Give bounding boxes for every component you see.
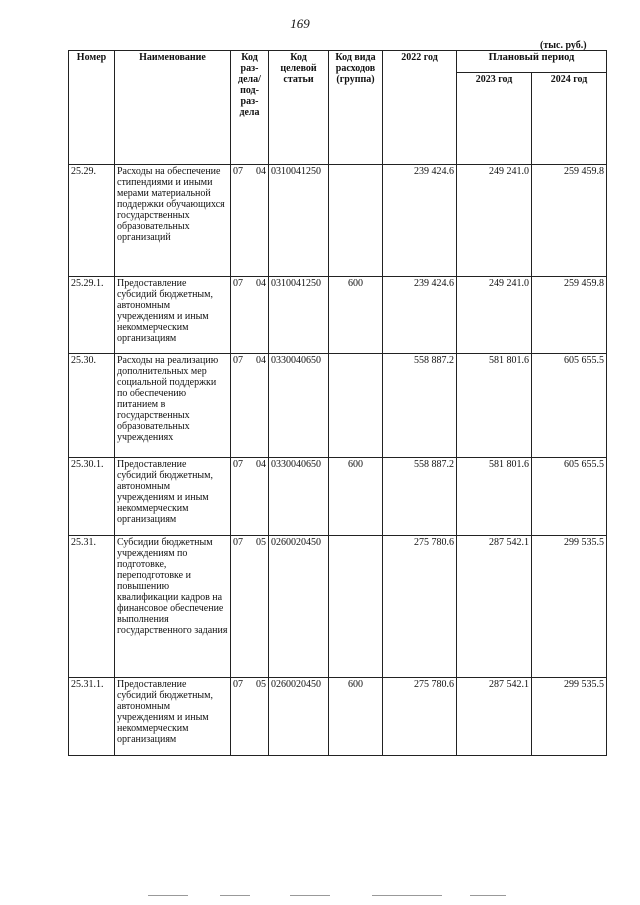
row-2023: 287 542.1	[457, 678, 532, 756]
section-code: 07	[233, 278, 243, 289]
row-number: 25.30.1.	[69, 458, 115, 536]
row-2022: 275 780.6	[383, 678, 457, 756]
row-2022: 275 780.6	[383, 536, 457, 678]
row-2024: 299 535.5	[532, 536, 607, 678]
table-row	[69, 354, 607, 458]
row-2023: 249 241.0	[457, 277, 532, 354]
row-expense-group: 600	[329, 277, 383, 354]
table-row	[69, 536, 607, 678]
page-number: 169	[290, 16, 310, 31]
row-2022: 558 887.2	[383, 458, 457, 536]
row-target-code: 0310041250	[269, 165, 329, 277]
row-section-code	[231, 536, 269, 678]
row-target-code: 0330040650	[269, 354, 329, 458]
row-number: 25.29.	[69, 165, 115, 277]
subsection-code: 04	[256, 355, 266, 366]
subsection-code: 04	[256, 278, 266, 289]
row-2024: 259 459.8	[532, 165, 607, 277]
row-2023: 581 801.6	[457, 354, 532, 458]
row-name: Предоставление субсидий бюджетным, автономным учреждениям и иным некоммерческим организациям	[115, 458, 231, 536]
row-section-code	[231, 354, 269, 458]
row-2022: 558 887.2	[383, 354, 457, 458]
row-expense-group	[329, 536, 383, 678]
header-target: Код целевой статьи	[269, 51, 329, 165]
unit-note: (тыс. руб.)	[540, 40, 587, 51]
row-expense-group	[329, 354, 383, 458]
row-section-code	[231, 165, 269, 277]
row-section-code	[231, 458, 269, 536]
header-section: Код раз-дела/ под-раз-дела	[231, 51, 269, 165]
header-2024: 2024 год	[532, 73, 607, 165]
row-2022: 239 424.6	[383, 277, 457, 354]
scan-artifact-line	[290, 895, 330, 896]
scan-artifact-line	[372, 895, 442, 896]
row-2022: 239 424.6	[383, 165, 457, 277]
subsection-code: 05	[256, 537, 266, 548]
header-2022: 2022 год	[383, 51, 457, 165]
budget-table	[68, 50, 607, 756]
row-2024: 605 655.5	[532, 354, 607, 458]
scan-artifact-line	[148, 895, 188, 896]
header-number: Номер	[69, 51, 115, 165]
subsection-code: 04	[256, 459, 266, 470]
scan-artifact-line	[220, 895, 250, 896]
header-2023: 2023 год	[457, 73, 532, 165]
row-number: 25.29.1.	[69, 277, 115, 354]
header-planned: Плановый период	[457, 51, 607, 73]
table-row	[69, 458, 607, 536]
section-code: 07	[233, 459, 243, 470]
row-target-code: 0260020450	[269, 536, 329, 678]
row-2023: 249 241.0	[457, 165, 532, 277]
row-number: 25.31.1.	[69, 678, 115, 756]
subsection-code: 05	[256, 679, 266, 690]
row-2024: 605 655.5	[532, 458, 607, 536]
row-2024: 259 459.8	[532, 277, 607, 354]
row-expense-group: 600	[329, 678, 383, 756]
header-name: Наименование	[115, 51, 231, 165]
row-target-code: 0260020450	[269, 678, 329, 756]
row-name: Предоставление субсидий бюджетным, автономным учреждениям и иным некоммерческим организациям	[115, 678, 231, 756]
section-code: 07	[233, 166, 243, 177]
subsection-code: 04	[256, 166, 266, 177]
section-code: 07	[233, 679, 243, 690]
row-target-code: 0330040650	[269, 458, 329, 536]
row-name: Предоставление субсидий бюджетным, автономным учреждениям и иным некоммерческим организациям	[115, 277, 231, 354]
row-section-code	[231, 277, 269, 354]
row-section-code	[231, 678, 269, 756]
row-expense-group: 600	[329, 458, 383, 536]
row-number: 25.30.	[69, 354, 115, 458]
section-code: 07	[233, 537, 243, 548]
row-name: Субсидии бюджетным учреждениям по подготовке, переподготовке и повышению квалификации кадров на финансовое обеспечение выполнения государственного задания	[115, 536, 231, 678]
header-expense: Код вида расходов (группа)	[329, 51, 383, 165]
row-name: Расходы на реализацию дополнительных мер социальной поддержки по обеспечению питанием в государственных образовательных учреждениях	[115, 354, 231, 458]
section-code: 07	[233, 355, 243, 366]
row-2024: 299 535.5	[532, 678, 607, 756]
row-2023: 581 801.6	[457, 458, 532, 536]
row-2023: 287 542.1	[457, 536, 532, 678]
scan-artifact-line	[470, 895, 506, 896]
row-target-code: 0310041250	[269, 277, 329, 354]
table-row	[69, 678, 607, 756]
table-row	[69, 277, 607, 354]
table-row	[69, 165, 607, 277]
row-name: Расходы на обеспечение стипендиями и иными мерами материальной поддержки обучающихся государственных образовательных организаций	[115, 165, 231, 277]
row-number: 25.31.	[69, 536, 115, 678]
row-expense-group	[329, 165, 383, 277]
